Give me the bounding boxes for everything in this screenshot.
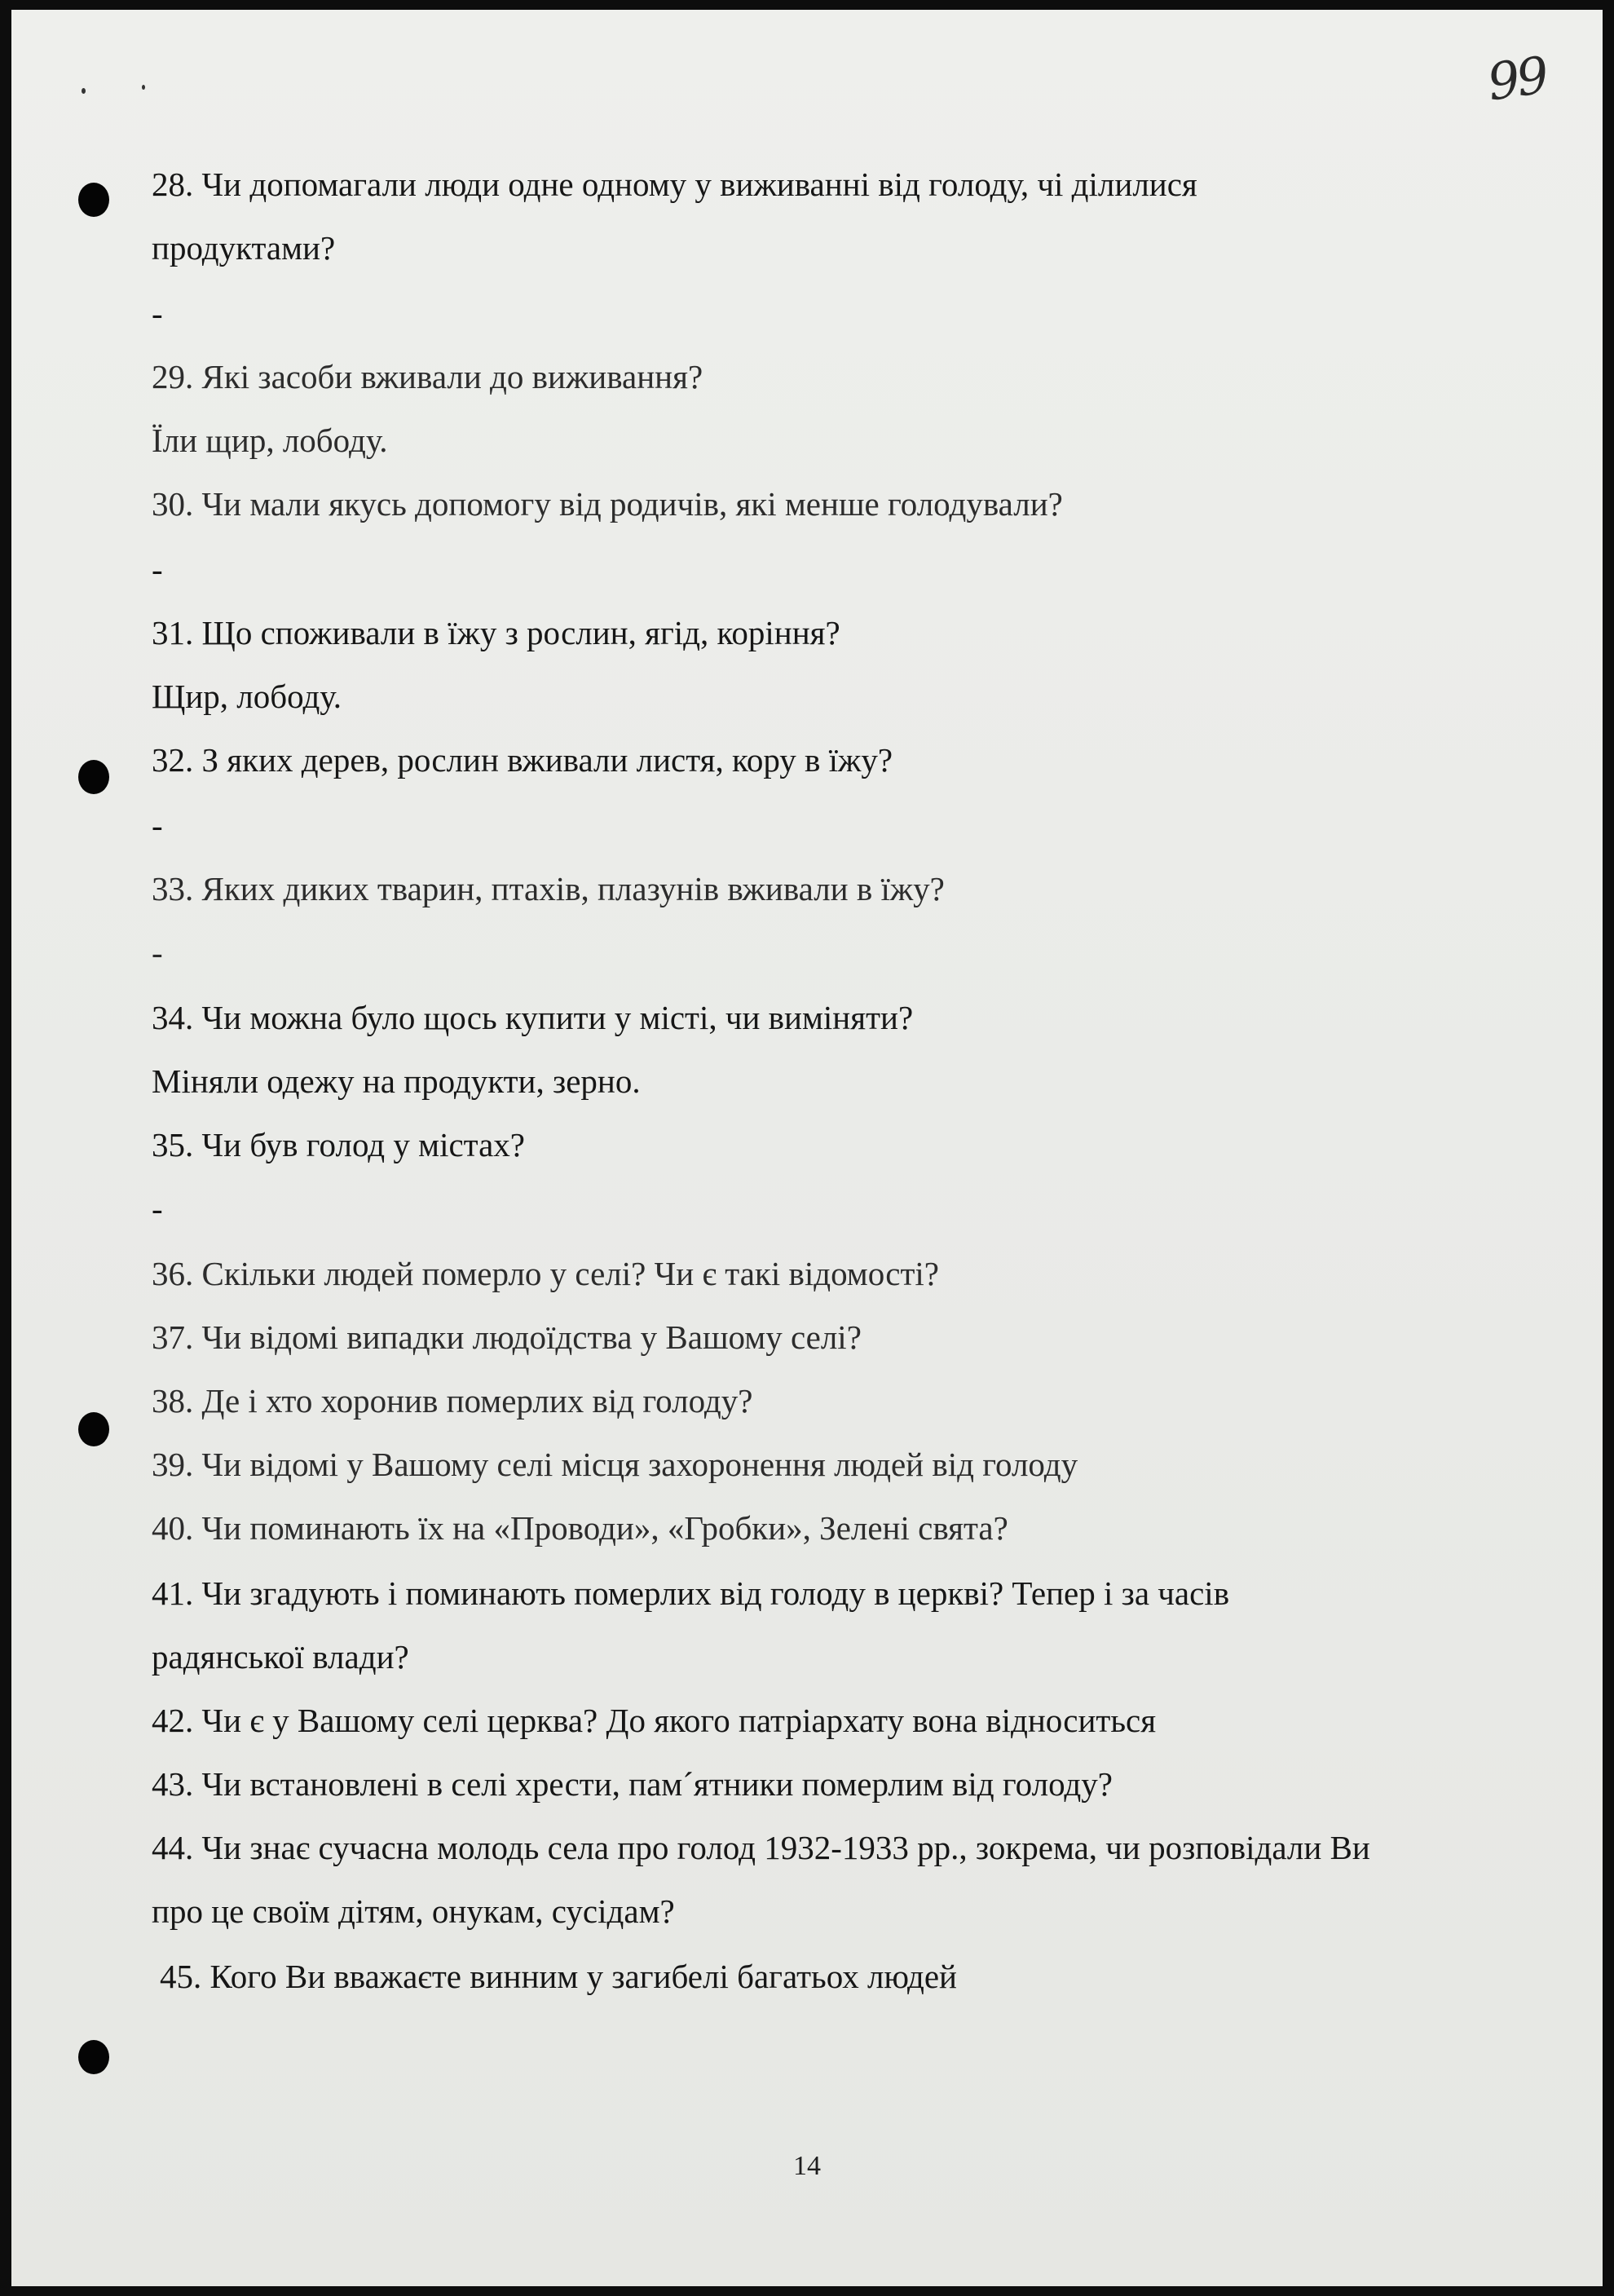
- answer-30: -: [152, 550, 163, 588]
- document-page: [11, 10, 1603, 2286]
- handwritten-folio-number: 99: [1484, 45, 1550, 113]
- question-41-line-2: радянської влади?: [152, 1638, 409, 1676]
- question-30: 30. Чи мали якусь допомогу від родичів, які менше голодували?: [152, 485, 1063, 523]
- question-29: 29. Які засоби вживали до виживання?: [152, 358, 703, 395]
- question-28-line-1: 28. Чи допомагали люди одне одному у виживанні від голоду, чі ділилися: [152, 166, 1197, 203]
- question-45: 45. Кого Ви вважаєте винним у загибелі багатьох людей: [160, 1958, 957, 1995]
- punch-hole: [78, 2040, 109, 2074]
- answer-31: Щир, лободу.: [152, 678, 342, 715]
- answer-29: Їли щир, лободу.: [152, 422, 388, 459]
- question-39: 39. Чи відомі у Вашому селі місця захоронення людей від голоду: [152, 1446, 1078, 1483]
- question-41-line-1: 41. Чи згадують і поминають померлих від голоду в церкві? Тепер і за часів: [152, 1574, 1230, 1612]
- question-33: 33. Яких диких тварин, птахів, плазунів вживали в їжу?: [152, 870, 945, 907]
- answer-34: Міняли одежу на продукти, зерно.: [152, 1062, 641, 1100]
- answer-33: -: [152, 934, 163, 971]
- punch-hole: [78, 1412, 109, 1446]
- question-40: 40. Чи поминають їх на «Проводи», «Гробки», Зелені свята?: [152, 1509, 1008, 1547]
- question-36: 36. Скільки людей померло у селі? Чи є такі відомості?: [152, 1255, 939, 1292]
- question-31: 31. Що споживали в їжу з рослин, ягід, коріння?: [152, 614, 840, 651]
- answer-32: -: [152, 806, 163, 844]
- question-35: 35. Чи був голод у містах?: [152, 1126, 525, 1163]
- question-32: 32. З яких дерев, рослин вживали листя, кору в їжу?: [152, 741, 893, 779]
- answer-35: -: [152, 1190, 163, 1227]
- punch-hole: [78, 183, 109, 217]
- question-44-line-1: 44. Чи знає сучасна молодь села про голод 1932-1933 рр., зокрема, чи розповідали Ви: [152, 1829, 1370, 1866]
- question-38: 38. Де і хто хоронив померлих від голоду?: [152, 1382, 753, 1420]
- question-43: 43. Чи встановлені в селі хрести, пам´ятники померлим від голоду?: [152, 1765, 1113, 1803]
- page-number: 14: [793, 2151, 821, 2181]
- question-42: 42. Чи є у Вашому селі церква? До якого патріархату вона відноситься: [152, 1702, 1157, 1739]
- ink-speck: [82, 88, 86, 94]
- punch-hole: [78, 760, 109, 794]
- question-37: 37. Чи відомі випадки людоїдства у Вашому селі?: [152, 1318, 862, 1356]
- question-34: 34. Чи можна було щось купити у місті, чи виміняти?: [152, 999, 914, 1036]
- question-28-line-2: продуктами?: [152, 229, 336, 267]
- question-44-line-2: про це своїм дітям, онукам, сусідам?: [152, 1892, 675, 1930]
- answer-28: -: [152, 294, 163, 332]
- ink-speck: [142, 85, 145, 90]
